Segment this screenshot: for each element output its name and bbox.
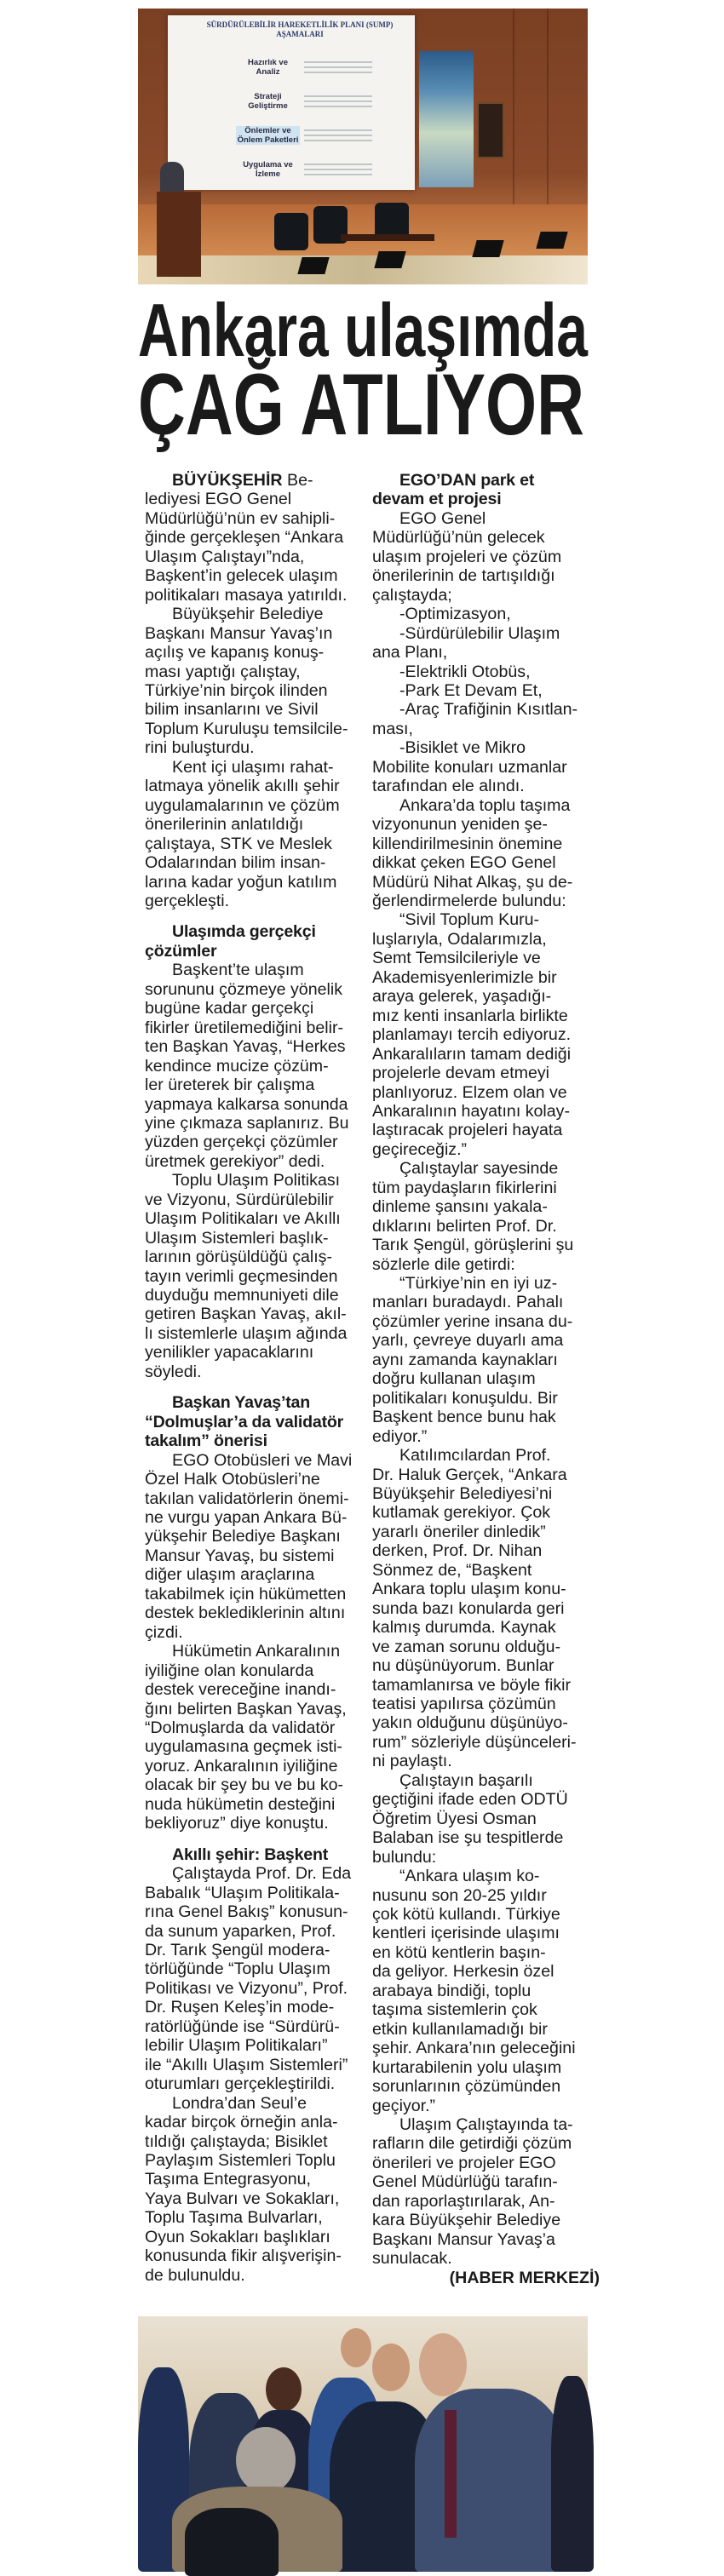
person-head bbox=[372, 2344, 410, 2391]
wall-panel bbox=[547, 9, 549, 208]
subheading: EGO’DAN park et devam et projesi bbox=[372, 471, 535, 509]
slide-step: Uygulama ve İzleme bbox=[243, 160, 293, 179]
handshake-photo bbox=[138, 2316, 588, 2565]
speaker-figure bbox=[160, 162, 184, 196]
article-column-left bbox=[145, 471, 362, 2285]
slide-bullets bbox=[304, 164, 372, 179]
stage-monitor bbox=[297, 257, 329, 274]
headline-line-1: Ankara ulaşımda bbox=[138, 288, 589, 372]
article-column-right bbox=[372, 471, 606, 2287]
podium bbox=[157, 192, 201, 277]
lead-word: BÜYÜKŞEHİR bbox=[172, 471, 283, 490]
subheading: Akıllı şehir: Başkent bbox=[172, 1845, 329, 1864]
list-item: -Sürdürülebilir Ulaşım ana Planı, bbox=[372, 623, 560, 663]
stage-monitor bbox=[536, 232, 567, 249]
list-item: -Park Et Devam Et, bbox=[399, 680, 543, 700]
workshop-stage-photo bbox=[138, 9, 588, 284]
quote-paragraph: “Türkiye’nin en iyi uz- manları buradaydı. Pahalı çözümler yerine insana du- yarlı, çevreye duyarlı ama aynı zamanda kaynakları doğru kullanan ulaşım politikaları konuşuldu. Bir Başkent bence bunu hak ediyor.” bbox=[372, 1274, 573, 1446]
quote-paragraph: “Sivil Toplum Kuru- luşlarıyla, Odalarımızla, Semt Temsilcileriyle ve Akademisyenlerimizle bir araya gelerek, yaşadığı- mız kenti insanlarla birlikte planlamayı tercih ediyoruz. Ankaralıların tamam dediği projelerle devam etmeyi planlıyoruz. Elzem olan ve Ankaralının hayatını kolay- laştıracak projeleri hayata geçireceğiz.” bbox=[372, 910, 572, 1159]
paragraph: Başkent’te ulaşım sorununu çözmeye yönelik bugüne kadar gerçekçi fikirler üretilemediğini belir- ten Başkan Yavaş, “Herkes kendince mucize çözüm- ler üreterek bir çalışma yapmaya kalkarsa sonunda yine çıkmaza saplanırız. Bu yüzden gerçekçi çözümler üretmek gerekiyor” dedi. bbox=[145, 961, 349, 1171]
side-banner bbox=[419, 51, 474, 187]
headline-line-2: ÇAĞ ATLIYOR bbox=[138, 356, 584, 453]
person-figure bbox=[415, 2389, 568, 2572]
armchair bbox=[274, 213, 308, 250]
paragraph: Kent içi ulaşımı rahat- latmaya yönelik akıllı şehir uygulamalarının ve çözüm önerilerinin anlatıldığı çalıştaya, STK ve Meslek Odalarından bilim insan- larına kadar yoğun katılım gerçekleşti. bbox=[145, 757, 340, 910]
subheading: Ulaşımda gerçekçi çözümler bbox=[145, 922, 316, 961]
paragraph bbox=[145, 471, 362, 605]
stage-floor bbox=[138, 204, 588, 255]
slide-step: Strateji Geliştirme bbox=[248, 92, 288, 111]
paragraph: Hükümetin Ankaralının iyiliğine olan konularda destek vereceğine inandı- ğını belirten Başkan Yavaş, “Dolmuşlarda da validatör uygulamasına geçmek isti- yoruz. Ankaralının iyiliğine olacak bir şey bu ve bu ko- nuda hükümetin desteğini bekliyoruz” diye konuştu. bbox=[145, 1642, 347, 1833]
list-item: -Elektrikli Otobüs, bbox=[399, 662, 531, 681]
headline bbox=[136, 290, 592, 460]
stage-front bbox=[138, 255, 588, 284]
paragraph: Toplu Ulaşım Politikası ve Vizyonu, Sürdürülebilir Ulaşım Politikaları ve Akıllı Ulaşım Sistemleri başlık- larının görüşüldüğü çalış- tayın verimli geçmesinden duyduğu memnuniyeti dile getiren Başkan Yavaş, akıl- lı sistemlerle ulaşım ağında yenilikler yapacaklarını söyledi. bbox=[145, 1171, 348, 1381]
quote-paragraph: “Ankara ulaşım ko- nusunu son 20-25 yıldır çok kötü kullandı. Türkiye kentleri içerisinde ulaşımı en kötü kentlerin başın- da geliyor. Herkesin özel arabaya bindiği, toplu taşıma sistemlerin çok etkin kullanılamadığı bir şehir. Ankara’nın geleceğini kurtarabilenin yolu ulaşım sorunlarının çözümünden geçiyor.” bbox=[372, 1867, 576, 2115]
presentation-slide bbox=[168, 15, 415, 190]
wall-panel bbox=[513, 9, 514, 208]
person-head bbox=[236, 2427, 296, 2493]
person-head bbox=[266, 2367, 302, 2412]
byline: (HABER MERKEZİ) bbox=[449, 2268, 600, 2287]
necktie bbox=[445, 2410, 457, 2538]
stage-monitor bbox=[374, 251, 405, 268]
portrait-frame bbox=[477, 102, 504, 158]
paragraph: Ulaşım Çalıştayında ta- rafların dile getirdiği çözüm önerileri ve projeler EGO Genel Müdürlüğü tarafın- dan raporlaştırılarak, An- kara Büyükşehir Belediye Başkanı Mansur Yavaş’a sunulacak. bbox=[372, 2114, 573, 2269]
paragraph: EGO Otobüsleri ve Mavi Özel Halk Otobüsleri’ne takılan validatörlerin önemi- ne vurgu yapan Ankara Bü- yükşehir Belediye Başkanı Mansur Yavaş, bu sistemi diğer ulaşım araçlarına takabilmek için hükümetten destek beklediklerinin altını çizdi. bbox=[145, 1450, 353, 1642]
paragraph: Ankara’da toplu taşıma vizyonunun yeniden şe- killendirilmesinin önemine dikkat çeken EGO Genel Müdürü Nihat Alkaş, şu de- ğerlendirmelerde bulundu: bbox=[372, 795, 573, 910]
paragraph: Londra’dan Seul’e kadar birçok örneğin anla- tıldığı çalıştayda; Bisiklet Paylaşım Sistemleri Toplu Taşıma Entegrasyonu, Yaya Bulvarı ve Sokakları, Toplu Taşıma Bulvarları, Oyun Sokakları başlıkları konusunda fikir alışverişin- de bulunuldu. bbox=[145, 2093, 342, 2285]
paragraph: Büyükşehir Belediye Başkanı Mansur Yavaş’ın açılış ve kapanış konuş- ması yaptığı çalıştay, Türkiye’nin birçok ilinden bilim insanlarını ve Sivil Toplum Kuruluşu temsilcile- rini buluşturdu. bbox=[145, 605, 348, 758]
list-item: -Optimizasyon, bbox=[399, 605, 511, 624]
stage-monitor bbox=[472, 240, 503, 257]
slide-step: Hazırlık ve Analiz bbox=[248, 58, 288, 77]
wheelchair bbox=[185, 2508, 279, 2576]
paragraph: Çalıştaylar sayesinde tüm paydaşların fikirlerini dinleme şansını yakala- dıklarını belirten Prof. Dr. Tarık Şengül, görüşlerini şu sözlerle dile getirdi: bbox=[372, 1159, 574, 1274]
person-figure bbox=[551, 2376, 594, 2572]
slide-bullets bbox=[304, 129, 372, 145]
paragraph: Katılımcılardan Prof. Dr. Haluk Gerçek, “Ankara Büyükşehir Belediyesi’ni kutlamak gerekiyor. Çok yararlı öneriler dinledik” derken, Prof. Dr. Nihan Sönmez de, “Başkent Ankara toplu ulaşım konu- sunda bazı konularda geri kalmış durumda. Kaynak ve zaman sorunu olduğu- nu düşünüyorum. Bunlar tamamlanırsa ve böyle fikir teatisi yapılırsa çözümün yakın olduğunu düşünüyo- rum” sözleriyle düşünceleri- ni paylaştı. bbox=[372, 1446, 577, 1771]
person-head bbox=[341, 2328, 371, 2367]
list-item: -Bisiklet ve Mikro Mobilite konuları uzmanlar tarafından ele alındı. bbox=[372, 738, 567, 796]
list-item: -Araç Trafiğinin Kısıtlan- ması, bbox=[372, 700, 578, 738]
paragraph: EGO Genel Müdürlüğü’nün gelecek ulaşım projeleri ve çözüm önerilerinin de tartışıldığı çalıştayda; bbox=[372, 508, 562, 605]
paragraph-text: Be- lediyesi EGO Genel Müdürlüğü’nün ev sahipli- ğinde gerçekleşen “Ankara Ulaşım Çalıştayı”nda, Başkent’in gelecek ulaşım politikaları masaya yatırıldı. bbox=[145, 471, 348, 605]
slide-step: Önlemler ve Önlem Paketleri bbox=[237, 126, 299, 145]
coffee-table bbox=[341, 234, 434, 241]
person-head bbox=[419, 2333, 467, 2396]
paragraph: Çalıştayın başarılı geçtiğini ifade eden ODTÜ Öğretim Üyesi Osman Balaban ise şu tespitlerde bulundu: bbox=[372, 1770, 568, 1867]
slide-title: SÜRDÜRÜLEBİLİR HAREKETLİLİK PLANI (SUMP) AŞAMALARI bbox=[206, 20, 394, 38]
paragraph: Çalıştayda Prof. Dr. Eda Babalık “Ulaşım Politikala- rına Genel Bakış” konusun- da sunum yaparken, Prof. Dr. Tarık Şengül modera- törlüğünde “Toplu Ulaşım Politikası ve Vizyonu”, Prof. Dr. Ruşen Keleş’in mode- ratörlüğünde ise “Sürdürü- lebilir Ulaşım Politikaları” ile “Akıllı Ulaşım Sistemleri” oturumları gerçekleştirildi. bbox=[145, 1864, 352, 2094]
slide-bullets bbox=[304, 61, 372, 77]
slide-bullets bbox=[304, 95, 372, 111]
subheading: Başkan Yavaş’tan “Dolmuşlar’a da validatör takalım” önerisi bbox=[145, 1393, 344, 1451]
